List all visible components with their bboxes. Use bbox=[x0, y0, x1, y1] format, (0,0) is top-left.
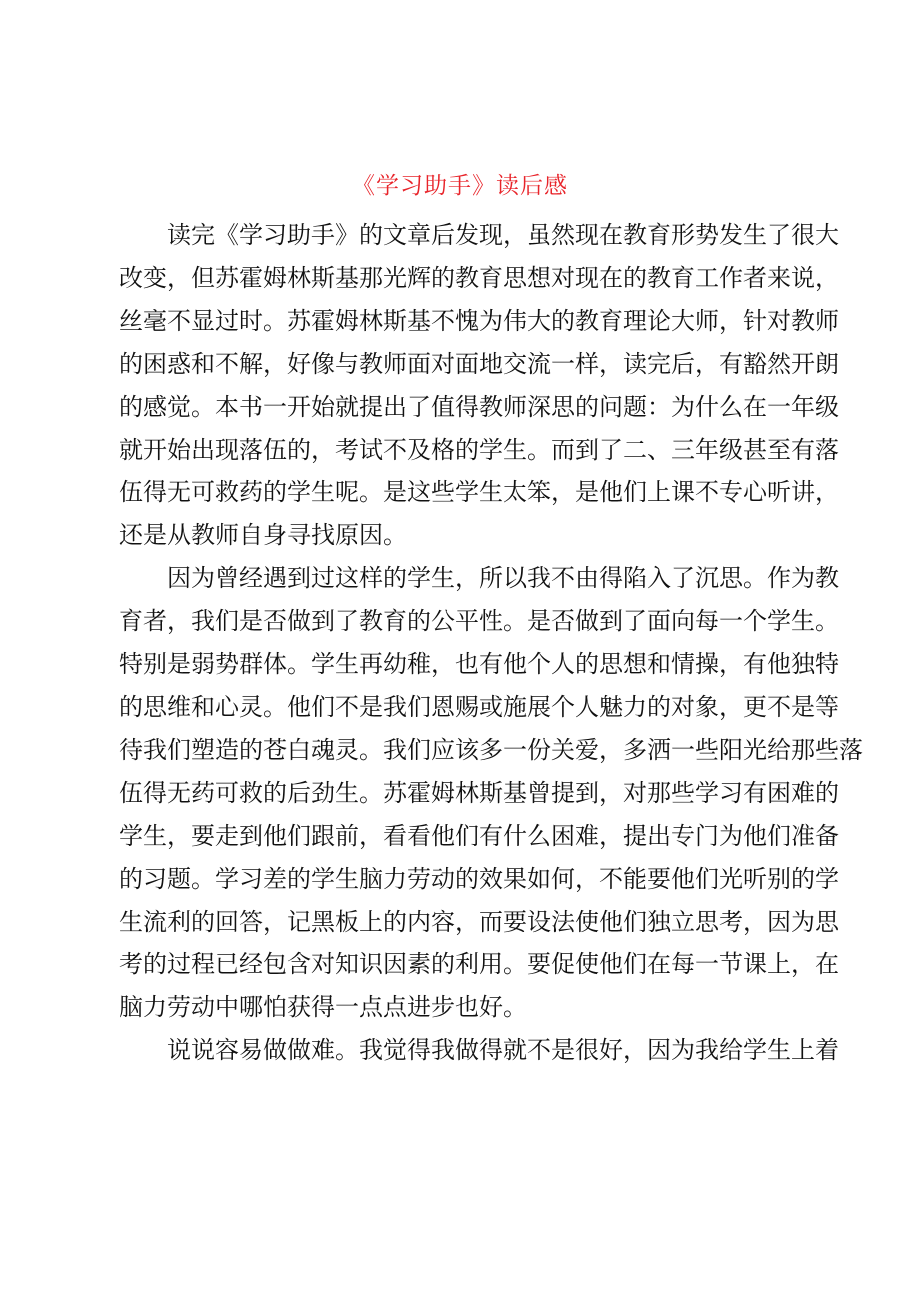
text-line: 生流利的回答，记黑板上的内容，而要设法使他们独立思考，因为思 bbox=[119, 907, 839, 936]
text-line: 伍得无药可救的后劲生。苏霍姆林斯基曾提到，对那些学习有困难的 bbox=[119, 778, 839, 807]
paragraph-1 bbox=[119, 214, 839, 557]
text-line: 考的过程已经包含对知识因素的利用。要促使他们在每一节课上，在 bbox=[119, 950, 839, 979]
document-title: 《学习助手》读后感 bbox=[352, 173, 568, 199]
text-line: 的习题。学习差的学生脑力劳动的效果如何，不能要他们光听别的学 bbox=[119, 864, 839, 893]
text-line: 的困惑和不解，好像与教师面对面地交流一样，读完后，有豁然开朗 bbox=[119, 349, 839, 378]
text-line: 待我们塑造的苍白魂灵。我们应该多一份关爱，多洒一些阳光给那些落 bbox=[119, 735, 863, 764]
text-line: 脑力劳动中哪怕获得一点点进步也好。 bbox=[119, 993, 527, 1022]
text-line: 读完《学习助手》的文章后发现，虽然现在教育形势发生了很大 bbox=[167, 221, 839, 249]
text-line: 就开始出现落伍的，考试不及格的学生。而到了二、三年级甚至有落 bbox=[119, 435, 839, 464]
text-line: 学生，要走到他们跟前，看看他们有什么困难，提出专门为他们准备 bbox=[119, 821, 839, 850]
text-line: 丝毫不显过时。苏霍姆林斯基不愧为伟大的教育理论大师，针对教师 bbox=[119, 306, 839, 335]
paragraph-2 bbox=[119, 557, 863, 1029]
text-line: 的思维和心灵。他们不是我们恩赐或施展个人魅力的对象，更不是等 bbox=[119, 692, 839, 721]
text-line: 还是从教师自身寻找原因。 bbox=[119, 521, 407, 550]
text-line: 伍得无可救药的学生呢。是这些学生太笨，是他们上课不专心听讲， bbox=[119, 478, 839, 507]
text-line: 特别是弱势群体。学生再幼稚，也有他个人的思想和情操，有他独特 bbox=[119, 650, 839, 679]
text-line: 改变，但苏霍姆林斯基那光辉的教育思想对现在的教育工作者来说， bbox=[119, 263, 839, 292]
text-line: 因为曾经遇到过这样的学生，所以我不由得陷入了沉思。作为教 bbox=[167, 564, 839, 593]
text-line: 的感觉。本书一开始就提出了值得教师深思的问题：为什么在一年级 bbox=[119, 392, 839, 421]
paragraph-3 bbox=[119, 1029, 839, 1072]
text-line: 育者，我们是否做到了教育的公平性。是否做到了面向每一个学生。 bbox=[119, 607, 839, 636]
document-body bbox=[119, 214, 863, 1072]
text-line: 说说容易做做难。我觉得我做得就不是很好，因为我给学生上着 bbox=[167, 1036, 839, 1065]
